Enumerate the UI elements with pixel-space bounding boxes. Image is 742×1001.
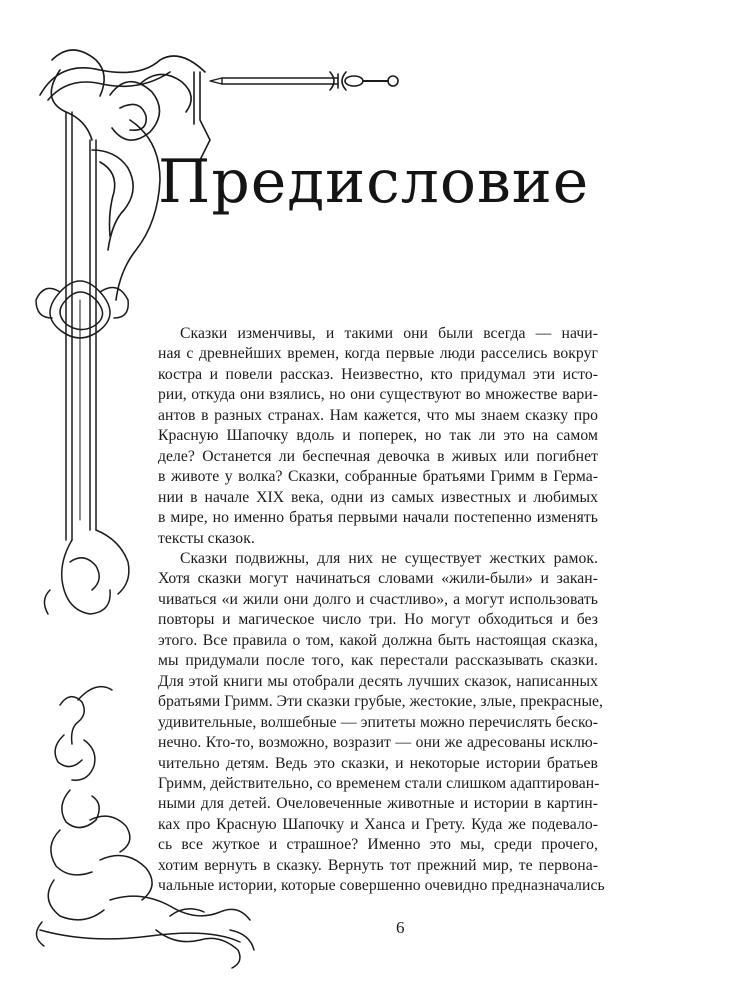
text-line: Гримм, действительно, со временем стали слишком адаптирован- [158,774,600,792]
text-line: Для этой книги мы отобрали десять лучших сказок, написанных [158,672,598,690]
text-line: ными для детей. Очеловеченные животные и истории в картин- [158,795,598,813]
text-line: ках про Красную Шапочку и Ханса и Грету. Куда же подевало- [158,815,598,833]
text-line: чиваться «и жили они долго и счастливо», а могут использовать [158,590,598,608]
text-line: Красную Шапочку вдоль и поперек, но так ли это на самом [158,427,598,445]
text-line: чальные истории, которые совершенно очевидно предназначались [158,877,605,895]
text-line: деле? Останется ли беспечная девочка в живых или погибнет [158,447,598,465]
text-line: удивительные, волшебные — эпитеты можно перечислять беско- [158,713,598,731]
text-line: в животе у волка? Сказки, собранные братьями Гримм в Герма- [158,468,598,486]
text-line: в мире, но именно братья первыми начали постепенно изменять [158,509,598,527]
page-title: Предисловие [158,147,590,217]
knot-ornament [36,281,128,338]
page-number: 6 [396,918,405,937]
text-line: Сказки изменчивы, и такими они были всегда — начи- [180,325,598,342]
text-line: Хотя сказки могут начинаться словами «жили-были» и закан- [158,570,598,588]
text-line: сь все жуткое и страшное? Именно это мы, среди прочего, [158,836,598,854]
text-line: нечно. Кто-то, возможно, возразит — они же адресованы исклю- [158,734,598,752]
paragraph-2 [158,549,605,897]
text-line: хотим вернуть в сказку. Вернуть тот прежний мир, те первона- [158,856,598,874]
text-line: чительно детям. Ведь это сказки, и некоторые истории братьев [158,754,598,772]
text-line: тексты сказок. [158,529,255,547]
text-line: мы придумали после того, как перестали рассказывать сказки. [158,652,598,670]
text-line: братьями Гримм. Эти сказки грубые, жестокие, злые, прекрасные, [158,693,604,711]
text-line: рии, откуда они взялись, но они существуют во множестве вари- [158,386,598,404]
text-line: нии в начале XIX века, одни из самых известных и любимых [158,488,598,506]
leaf-scroll-top [44,530,128,614]
text-line: ная с древнейших времен, когда первые люди расселись вокруг [158,345,598,363]
paragraph-1 [158,324,598,549]
text-line: повторы и магическое число три. Но могут обходиться и без [158,611,598,629]
body-text [158,324,605,897]
text-line: костра и повели рассказ. Неизвестно, кто придумал эти исто- [158,365,598,383]
text-line: антов в разных странах. Нам кажется, что мы знаем сказку про [158,406,598,424]
text-line: Сказки подвижны, для них не существует жестких рамок. [180,549,598,567]
sword-icon [210,72,398,90]
text-line: этого. Все правила о том, какой должна быть настоящая сказка, [158,631,598,649]
